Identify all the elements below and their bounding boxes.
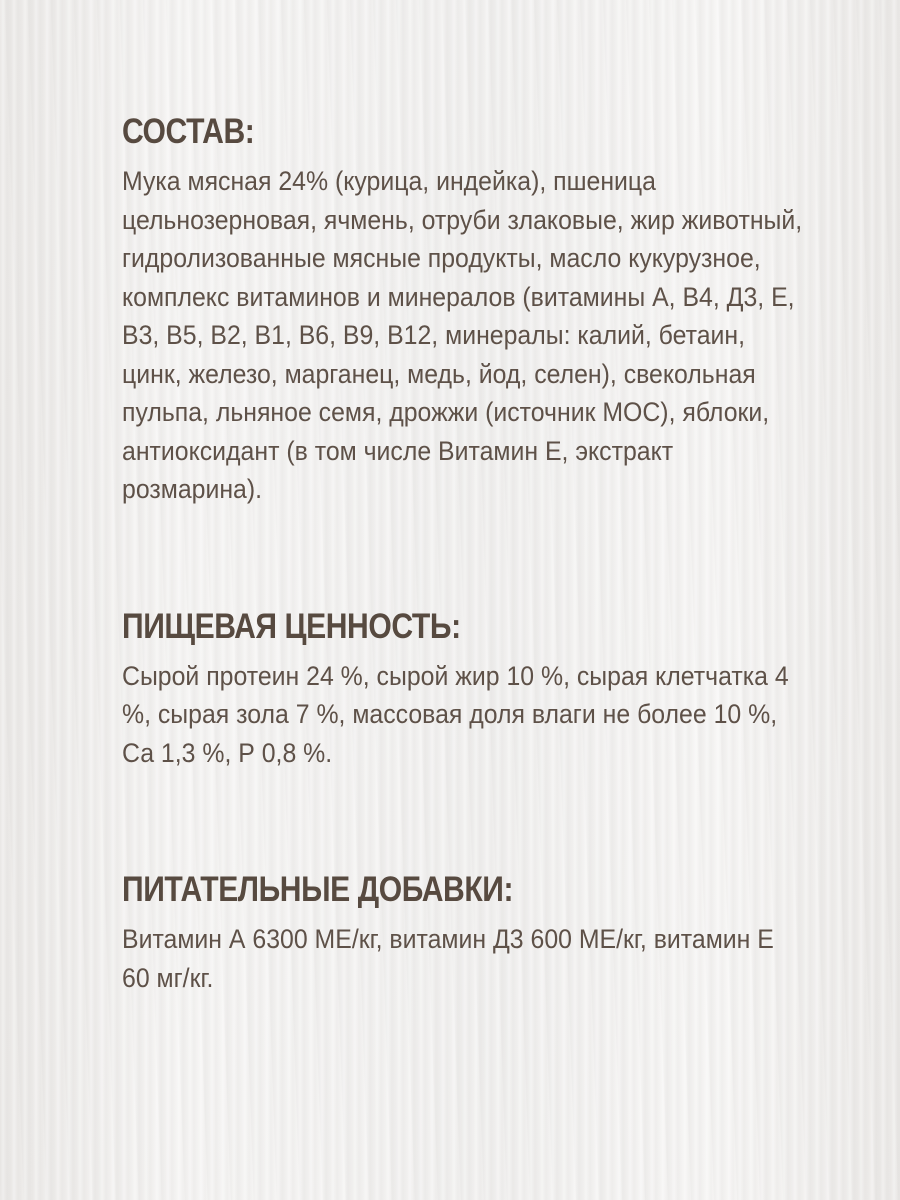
nutrition-section bbox=[122, 605, 802, 773]
composition-section bbox=[122, 110, 802, 509]
composition-heading: СОСТАВ: bbox=[122, 112, 255, 151]
nutrition-heading: ПИЩЕВАЯ ЦЕННОСТЬ: bbox=[122, 606, 461, 646]
nutrition-text: Сырой протеин 24 %, сырой жир 10 %, сырая клетчатка 4 %, сырая зола 7 %, массовая доля влаги не более 10 %, Са 1,3 %, Р 0,8 %. bbox=[122, 660, 789, 768]
additives-heading: ПИТАТЕЛЬНЫЕ ДОБАВКИ: bbox=[122, 870, 514, 909]
additives-section bbox=[122, 868, 802, 997]
product-info-page bbox=[122, 110, 802, 997]
additives-text: Витамин А 6300 МЕ/кг, витамин Д3 600 МЕ/кг, витамин Е 60 мг/кг. bbox=[122, 924, 774, 993]
composition-text: Мука мясная 24% (курица, индейка), пшеница цельнозерновая, ячмень, отруби злаковые, жир животный, гидролизованные мясные продукты, масло кукурузное, комплекс витаминов и минералов (витамины А, В4, Д3, Е, В3, В5, В2, В1, В6, В9, В12, минералы: калий, бетаин, цинк, железо, марганец, медь, йод, селен), свекольная пульпа, льняное семя, дрожжи (источник МОС), яблоки, антиоксидант (в том числе Витамин Е, экстракт розмарина). bbox=[122, 166, 803, 504]
